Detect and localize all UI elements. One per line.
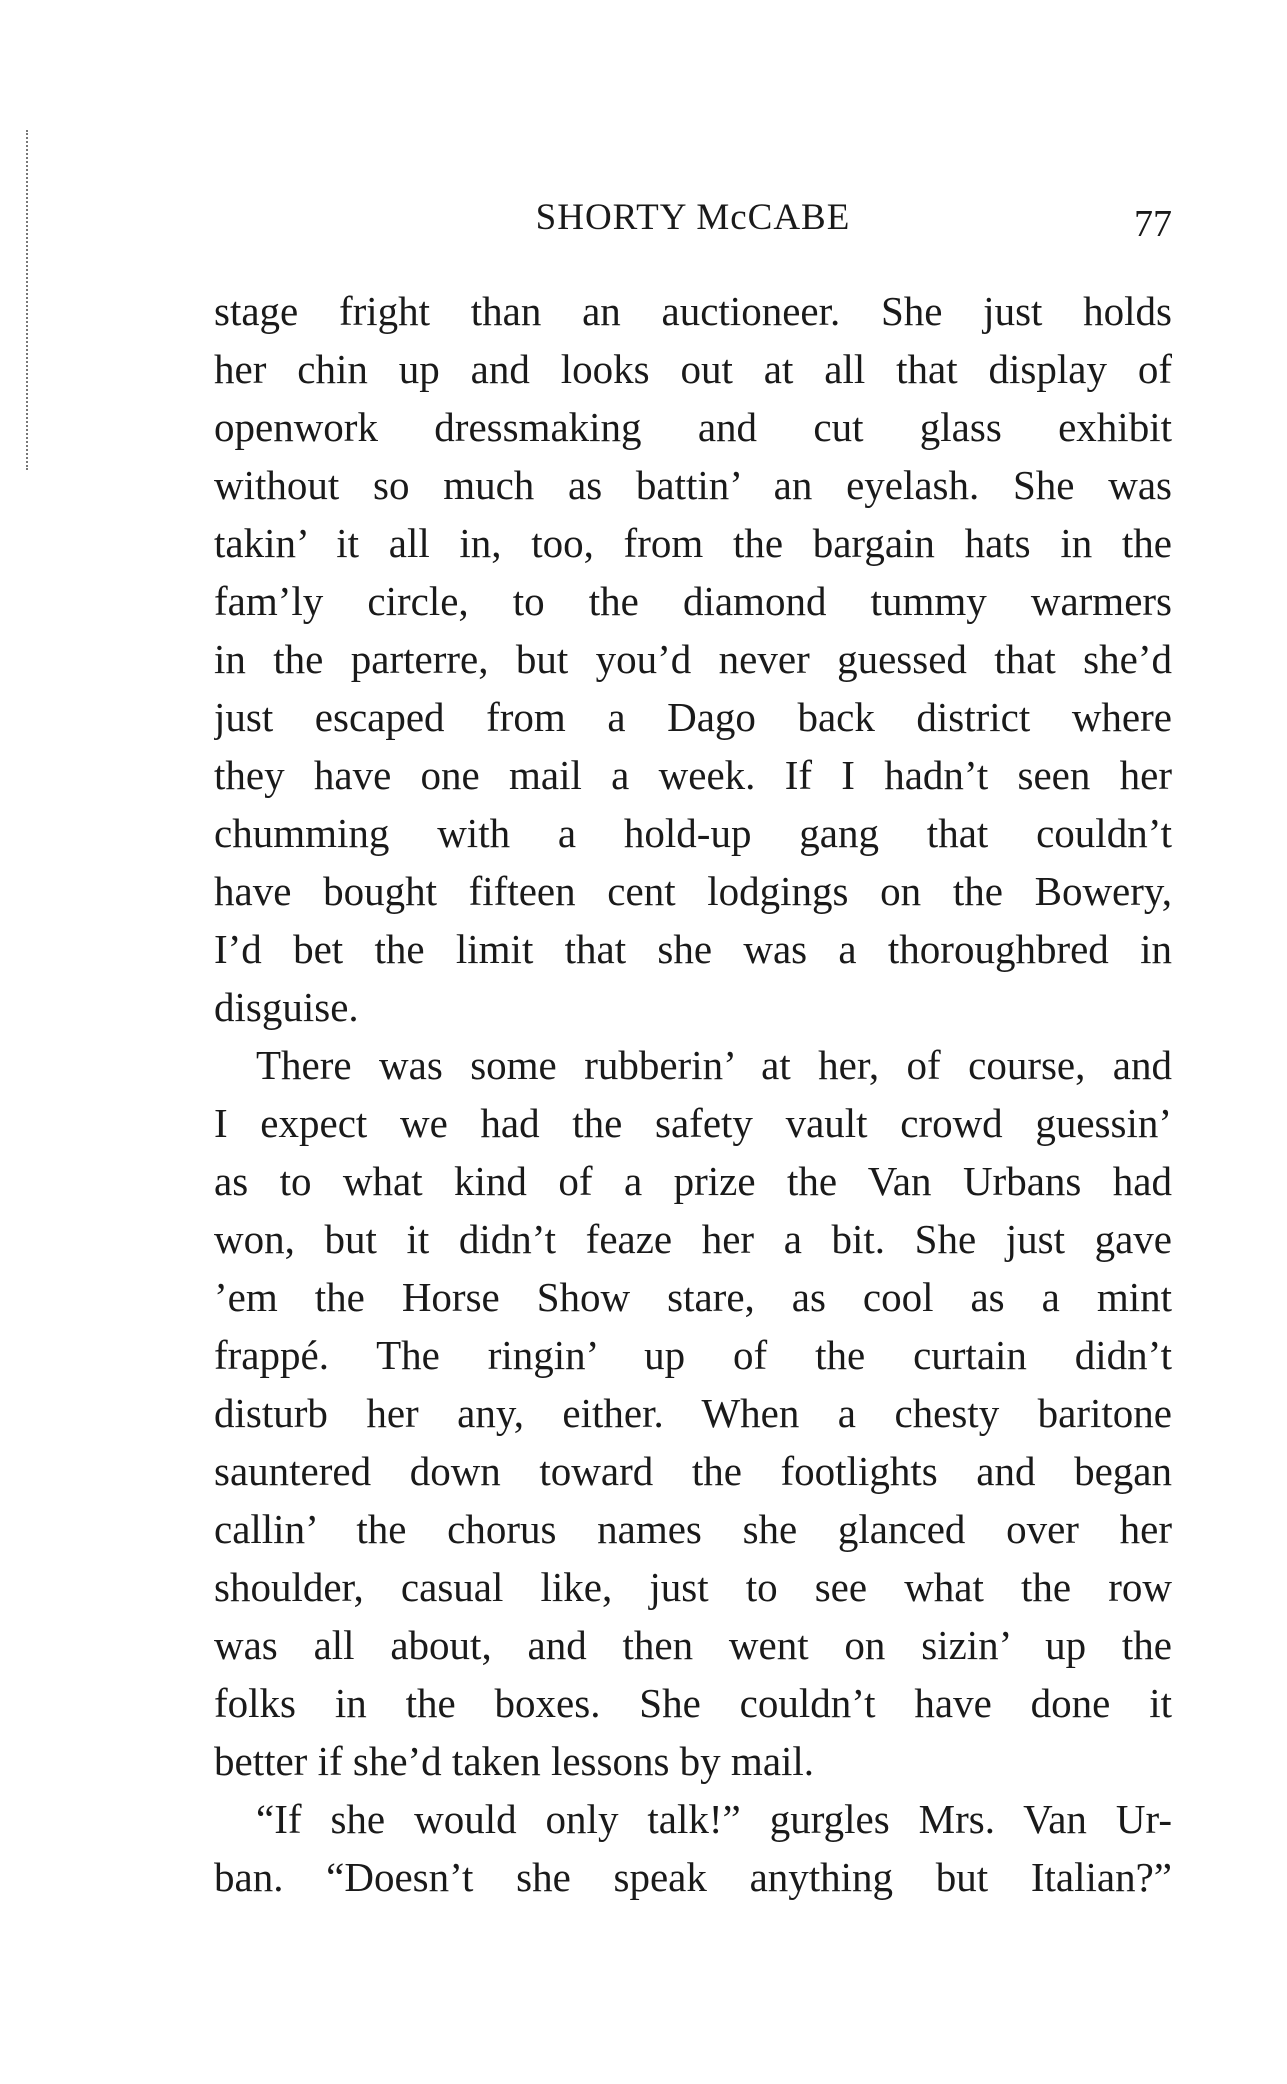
text-line: was all about, and then went on sizin’ up the	[214, 1622, 1172, 1668]
text-line: they have one mail a week. If I hadn’t seen her	[214, 752, 1172, 798]
text-line: her chin up and looks out at all that display of	[214, 346, 1172, 392]
text-line: takin’ it all in, too, from the bargain hats in the	[214, 520, 1172, 566]
text-line: folks in the boxes. She couldn’t have done it	[214, 1680, 1172, 1726]
text-line: without so much as battin’ an eyelash. She was	[214, 462, 1172, 508]
text-line: just escaped from a Dago back district where	[214, 694, 1172, 740]
text-line: disguise.	[214, 984, 359, 1030]
page-number: 77	[1134, 203, 1172, 245]
text-line: “If she would only talk!” gurgles Mrs. Van Ur-	[256, 1796, 1172, 1842]
text-line: openwork dressmaking and cut glass exhibit	[214, 404, 1172, 450]
text-line: won, but it didn’t feaze her a bit. She just gave	[214, 1216, 1172, 1262]
text-line: callin’ the chorus names she glanced over her	[214, 1506, 1172, 1552]
text-line: ’em the Horse Show stare, as cool as a mint	[214, 1274, 1172, 1320]
text-line: chumming with a hold-up gang that couldn’t	[214, 810, 1172, 856]
text-line: disturb her any, either. When a chesty baritone	[214, 1390, 1172, 1436]
text-line: have bought fifteen cent lodgings on the Bowery,	[214, 868, 1172, 914]
text-line: sauntered down toward the footlights and began	[214, 1448, 1172, 1494]
text-line: I’d bet the limit that she was a thoroughbred in	[214, 926, 1172, 972]
text-line: There was some rubberin’ at her, of course, and	[256, 1042, 1172, 1088]
text-line: stage fright than an auctioneer. She just holds	[214, 288, 1172, 334]
text-line: I expect we had the safety vault crowd guessin’	[214, 1100, 1172, 1146]
page-header	[214, 196, 1172, 246]
text-line: ban. “Doesn’t she speak anything but Italian?”	[214, 1854, 1172, 1900]
text-line: shoulder, casual like, just to see what the row	[214, 1564, 1172, 1610]
binding-edge-mark	[26, 130, 30, 470]
running-head: SHORTY McCABE	[535, 197, 851, 238]
text-line: as to what kind of a prize the Van Urbans had	[214, 1158, 1172, 1204]
text-line: in the parterre, but you’d never guessed that she’d	[214, 636, 1172, 682]
body-text	[214, 282, 1172, 1906]
text-line: frappé. The ringin’ up of the curtain didn’t	[214, 1332, 1172, 1378]
text-line: fam’ly circle, to the diamond tummy warmers	[214, 578, 1172, 624]
text-line: better if she’d taken lessons by mail.	[214, 1738, 815, 1784]
